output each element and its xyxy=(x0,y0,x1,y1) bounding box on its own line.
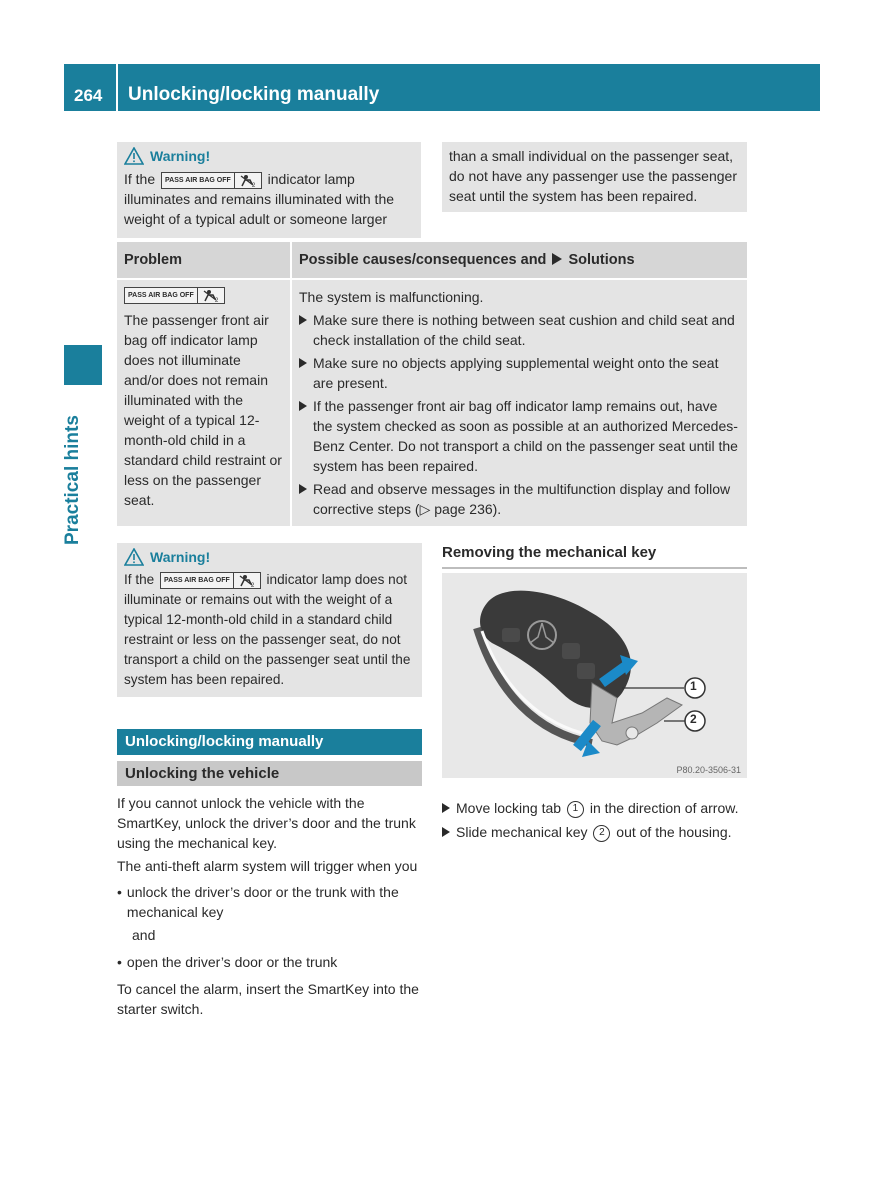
side-tab-label: Practical hints xyxy=(62,415,83,545)
warning-box-1-continued: than a small individual on the passenger seat, do not have any passenger use the passenger seat until the system has been repaired. xyxy=(442,142,747,212)
problem-text: The passenger front air bag off indicator lamp does not illuminate and/or does not remain illuminated with the weight of a typical 12-month-old child in a standard child restraint or less on the passenger seat. xyxy=(124,312,282,508)
callout-2-icon: 2 xyxy=(593,825,610,842)
bullet-item: • open the driver’s door or the trunk xyxy=(117,954,338,970)
page-number: 264 xyxy=(74,86,103,105)
page-title: Unlocking/locking manually xyxy=(128,84,380,105)
removing-heading: Removing the mechanical key xyxy=(442,544,747,569)
removing-steps xyxy=(442,795,752,842)
smartkey-illustration xyxy=(442,573,747,778)
header-divider xyxy=(116,64,118,111)
airbag-off-indicator-lamp: PASS AIR BAG OFF 2 xyxy=(161,172,262,189)
bullet-item: • unlock the driver’s door or the trunk with the mechanical key xyxy=(117,884,399,920)
column-header-solutions: Possible causes/consequences and Solutions xyxy=(291,242,747,279)
paragraph: If you cannot unlock the vehicle with the SmartKey, unlock the driver’s door and the trunk using the mechanical key. xyxy=(117,795,416,851)
callout-1-icon: 1 xyxy=(567,801,584,818)
subsection-heading: Unlocking the vehicle xyxy=(117,761,422,786)
solutions-cell xyxy=(291,279,747,526)
warning-triangle-icon xyxy=(124,147,144,165)
svg-text:2: 2 xyxy=(250,582,255,587)
section-heading: Unlocking/locking manually xyxy=(117,729,422,755)
bullet-dot: • xyxy=(117,954,122,970)
airbag-off-indicator-lamp: PASS AIR BAG OFF 2 xyxy=(160,572,261,589)
smartkey-drawing xyxy=(442,573,747,778)
image-code: P80.20-3506-31 xyxy=(676,765,741,775)
step-arrow-icon xyxy=(299,484,307,494)
step-item: Slide mechanical key 2 out of the housing. xyxy=(442,822,752,842)
bullet-dot: • xyxy=(117,884,122,900)
problem-table xyxy=(117,242,747,526)
svg-text:2: 2 xyxy=(251,182,256,187)
warning-triangle-icon xyxy=(124,548,144,566)
callout-1: 1 xyxy=(690,679,697,693)
conjunction: and xyxy=(132,927,156,943)
callout-2: 2 xyxy=(690,712,697,726)
passenger-seat-icon xyxy=(239,174,257,187)
solution-item: Read and observe messages in the multifunction display and follow corrective steps (▷ page 236). xyxy=(299,479,740,519)
airbag-off-indicator-lamp: PASS AIR BAG OFF 2 xyxy=(124,287,225,304)
warning-text: If the PASS AIR BAG OFF 2 indicator lamp does not illuminate or remains out with the weight of a typical 12-month-old child in a standard child restraint or less on the passenger seat, do not transport a child on the passenger seat until the system has been repaired. xyxy=(124,572,411,687)
step-arrow-icon xyxy=(299,358,307,368)
cause-text: The system is malfunctioning. xyxy=(299,289,484,305)
warning-title: Warning! xyxy=(124,146,414,166)
arrow-right-icon xyxy=(552,253,562,265)
solution-item: Make sure there is nothing between seat cushion and child seat and check installation of the child seat. xyxy=(299,310,740,350)
step-item: Move locking tab 1 in the direction of arrow. xyxy=(442,798,752,818)
column-header-problem: Problem xyxy=(117,242,291,279)
solution-item: If the passenger front air bag off indicator lamp remains out, have the system checked as soon as possible at an authorized Mercedes-Benz Center. Do not transport a child on the passenger seat until the system has been repaired. xyxy=(299,396,740,476)
problem-cell xyxy=(117,279,291,526)
table-header-row xyxy=(117,242,747,279)
paragraph: The anti-theft alarm system will trigger when you xyxy=(117,858,418,874)
passenger-seat-icon xyxy=(238,574,256,587)
warning-text: If the PASS AIR BAG OFF 2 indicator lamp illuminates and remains illuminated with the weight of a typical adult or someone larger xyxy=(124,171,395,227)
step-arrow-icon xyxy=(442,803,450,813)
passenger-seat-icon xyxy=(202,289,220,302)
step-arrow-icon xyxy=(299,315,307,325)
warning-title: Warning! xyxy=(124,547,415,567)
page-header xyxy=(64,64,820,111)
section-body xyxy=(117,793,425,1019)
warning-box-1 xyxy=(117,142,421,238)
step-arrow-icon xyxy=(299,401,307,411)
table-row xyxy=(117,279,747,526)
warning-box-2 xyxy=(117,543,422,697)
paragraph: To cancel the alarm, insert the SmartKey into the starter switch. xyxy=(117,981,419,1017)
svg-text:2: 2 xyxy=(214,298,219,302)
step-arrow-icon xyxy=(442,827,450,837)
solution-item: Make sure no objects applying supplemental weight onto the seat are present. xyxy=(299,353,740,393)
